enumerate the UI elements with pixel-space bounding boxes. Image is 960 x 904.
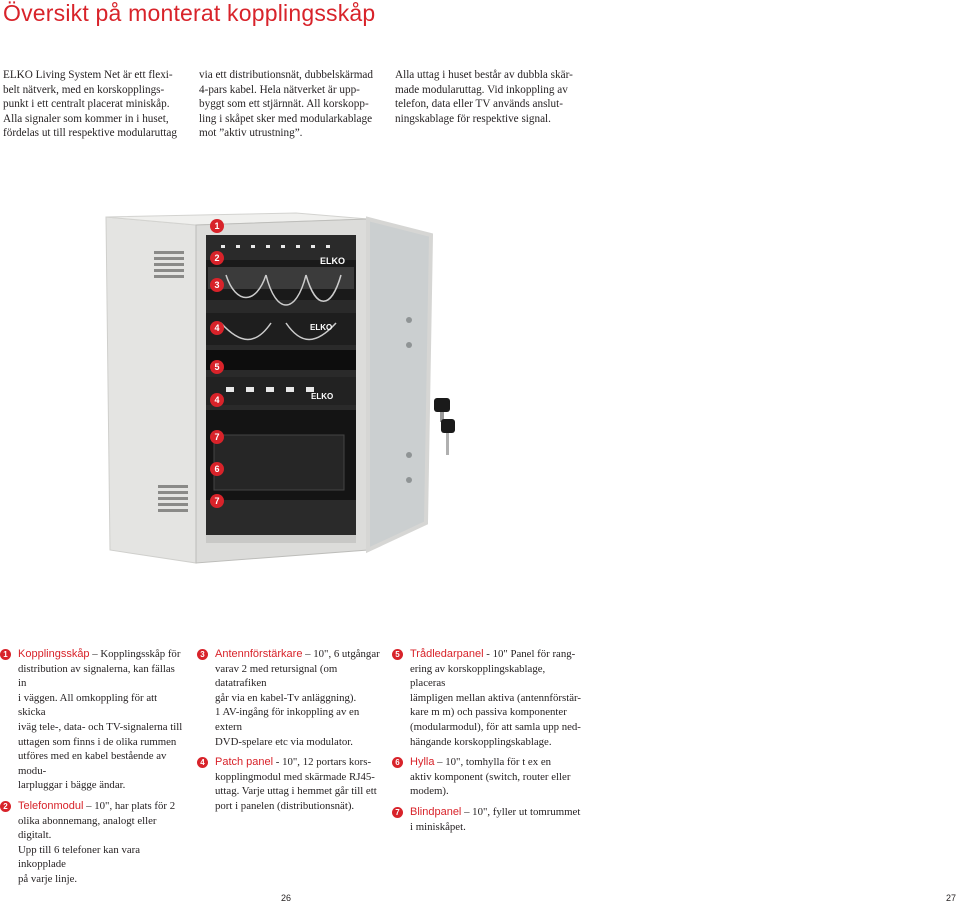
- photo-marker: 4: [210, 393, 224, 407]
- legend-column-1: [0, 647, 185, 893]
- photo-marker: 2: [210, 251, 224, 265]
- intro-text-2: via ett distributionsnät, dubbelskärmad 4-pars kabel. Hela nätverket är upp- byggt som ett stjärnnät. All korskopp- ling i skåpet sker med modularkablage mot ”aktiv utrustning”.: [199, 69, 373, 140]
- legend-text: – 10", har plats för 2 olika abonnemang, analogt eller digitalt. Upp till 6 telefoner kan vara inkopplade på varje linje.: [18, 799, 176, 885]
- legend-text: – 10", 6 utgångar varav 2 med retursignal (om datatrafiken går via en kabel-Tv anläggning). 1 AV-ingång för inkoppling av en extern DVD-spelare etc via modulator.: [215, 648, 380, 748]
- legend-heading: Hylla: [410, 756, 435, 769]
- legend-text: – 10", fyller ut tomrummet i miniskåpet.: [410, 805, 581, 833]
- intro-column-3: [395, 68, 585, 126]
- photo-marker: 7: [210, 494, 224, 508]
- intro-column-2: [199, 68, 389, 141]
- elko-logo-3: ELKO: [311, 392, 334, 401]
- legend-text: - 10", 12 portars kors- kopplingmodul med skärmade RJ45- uttag. Varje uttag i hemmet går till ett port i panelen (distributionsnät).: [215, 756, 377, 812]
- legend-heading: Trådledarpanel: [410, 648, 484, 660]
- photo-marker: 4: [210, 321, 224, 335]
- legend-number: 5: [392, 649, 403, 660]
- elko-logo-2: ELKO: [310, 323, 333, 332]
- legend-item: [197, 755, 387, 813]
- legend-item: [0, 647, 185, 793]
- legend-item: [392, 755, 582, 799]
- legend-item: [392, 647, 582, 749]
- legend-item: [197, 647, 387, 749]
- legend-column-2: [197, 647, 387, 820]
- intro-column-1: [3, 68, 188, 141]
- page-number-right: 27: [946, 893, 957, 903]
- legend-heading: Kopplingsskåp: [18, 648, 90, 660]
- legend-number: 1: [0, 649, 11, 660]
- legend-column-3: [392, 647, 582, 840]
- legend-heading: Antennförstärkare: [215, 648, 303, 660]
- intro-text-1: ELKO Living System Net är ett flexi- belt nätverk, med en korskopplings- punkt i ett centralt placerat miniskåp. Alla signaler som kommer in i huset, fördelas ut till respektive modularuttag: [3, 69, 177, 140]
- photo-marker: 6: [210, 462, 224, 476]
- legend-text: – Kopplingsskåp för distribution av signalerna, kan fällas in i väggen. All omkoppling för att skicka iväg tele-, data- och TV-signalerna till uttagen som finns i de olika rummen utföres med en kabel bestående av modu- larpluggar i bägge ändar.: [18, 648, 183, 792]
- elko-logo-1: ELKO: [320, 256, 346, 266]
- page-title: Översikt på monterat kopplingsskåp: [3, 0, 376, 26]
- legend-text: - 10" Panel för rang- ering av korskopplingskablage, placeras lämpligen mellan aktiva (antennförstär- kare m m) och passiva komponenter (modularmodul), för att samla upp ned- hängande korskopplingskablage.: [410, 648, 581, 748]
- cabinet-photo: [96, 205, 466, 580]
- photo-marker: 1: [210, 219, 224, 233]
- legend-heading: Blindpanel: [410, 805, 462, 818]
- photo-marker: 7: [210, 430, 224, 444]
- legend-number: 6: [392, 757, 403, 768]
- legend-heading: Telefonmodul: [18, 799, 84, 812]
- intro-text-3: Alla uttag i huset består av dubbla skär- made modularuttag. Vid inkoppling av telefon, data eller TV används anslut- ningskablage för respektive signal.: [395, 69, 573, 125]
- legend-item: [0, 799, 185, 887]
- page-number-left: 26: [281, 893, 292, 903]
- photo-marker: 5: [210, 360, 224, 374]
- legend-item: [392, 805, 582, 834]
- legend-heading: Patch panel: [215, 756, 274, 769]
- legend-text: – 10", tomhylla för t ex en aktiv komponent (switch, router eller modem).: [410, 756, 571, 798]
- legend-number: 4: [197, 757, 208, 768]
- legend-number: 7: [392, 807, 403, 818]
- legend-number: 3: [197, 649, 208, 660]
- legend-number: 2: [0, 801, 11, 812]
- photo-marker: 3: [210, 278, 224, 292]
